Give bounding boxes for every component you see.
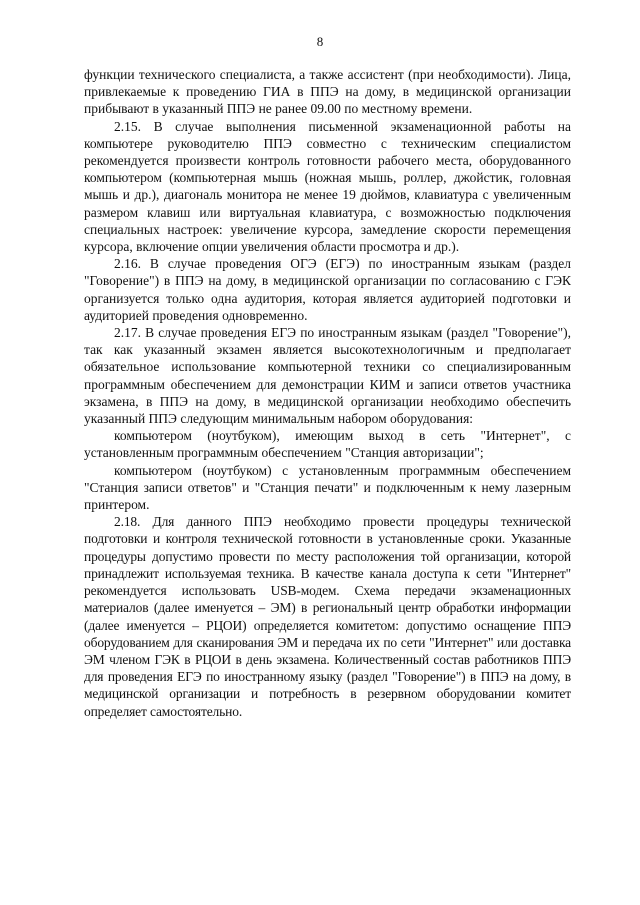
equipment-item-recording: компьютером (ноутбуком) с установленным программным обеспечением "Станция записи ответов" и "Станция печати" и подключенным к нему лазерным принтером.	[84, 462, 571, 513]
paragraph-2-17: 2.17. В случае проведения ЕГЭ по иностранным языкам (раздел "Говорение"), так как указанный экзамен является высокотехнологичным и предполагает обязательное использование компьютерной техники со специализированным программным обеспечением для демонстрации КИМ и записи ответов участника экзамена, в ППЭ на дому, в медицинской организации необходимо обеспечить указанный ППЭ следующим минимальным набором оборудования:	[84, 325, 571, 427]
equipment-item-authorization: компьютером (ноутбуком), имеющим выход в сеть "Интернет", с установленным программным обеспечением "Станция авторизации";	[84, 428, 571, 461]
paragraph-2-16: 2.16. В случае проведения ОГЭ (ЕГЭ) по иностранным языкам (раздел "Говорение") в ППЭ на дому, в медицинской организации по согласованию с ГЭК организуется только одна аудитория, которая является аудиторией подготовки и аудиторией проведения одновременно.	[84, 256, 571, 323]
paragraph-2-18: 2.18. Для данного ППЭ необходимо провести процедуры технической подготовки и контроля технической готовности в установленные сроки. Указанные процедуры допустимо провести по месту расположения той организации, которой принадлежит используемая техника. В качестве канала доступа к сети "Интернет" рекомендуется использовать USB-модем. Схема передачи экзаменационных материалов (далее именуется – ЭМ) в региональный центр обработки информации (далее именуется – РЦОИ) определяется комитетом: допустимо оснащение ППЭ оборудованием для сканирования ЭМ и передача их по сети "Интернет" или доставка ЭМ членом ГЭК в РЦОИ в день экзамена. Количественный состав работников ППЭ для проведения ЕГЭ по иностранному языку (раздел "Говорение") в ППЭ на дому, в медицинской организации и потребность в резервном оборудовании комитет определяет самостоятельно.	[84, 514, 571, 719]
page-number: 8	[316, 34, 324, 49]
document-body	[84, 66, 571, 720]
paragraph-2-15: 2.15. В случае выполнения письменной экзаменационной работы на компьютере руководителю ППЭ совместно с техническим специалистом рекомендуется произвести контроль готовности рабочего места, оборудованного компьютером (компьютерная мышь (ножная мышь, роллер, джойстик, головная мышь и др.), диагональ монитора не менее 19 дюймов, клавиатура с увеличенным размером клавиш или виртуальная клавиатура, с возможностью подключения специальных настроек: увеличение курсора, замедление скорости перемещения курсора, включение опции увеличения области просмотра и др.).	[84, 118, 571, 255]
paragraph-continuation: функции технического специалиста, а также ассистент (при необходимости). Лица, привлекаемые к проведению ГИА в ППЭ на дому, в медицинской организации прибывают в указанный ППЭ не ранее 09.00 по местному времени.	[84, 67, 571, 117]
